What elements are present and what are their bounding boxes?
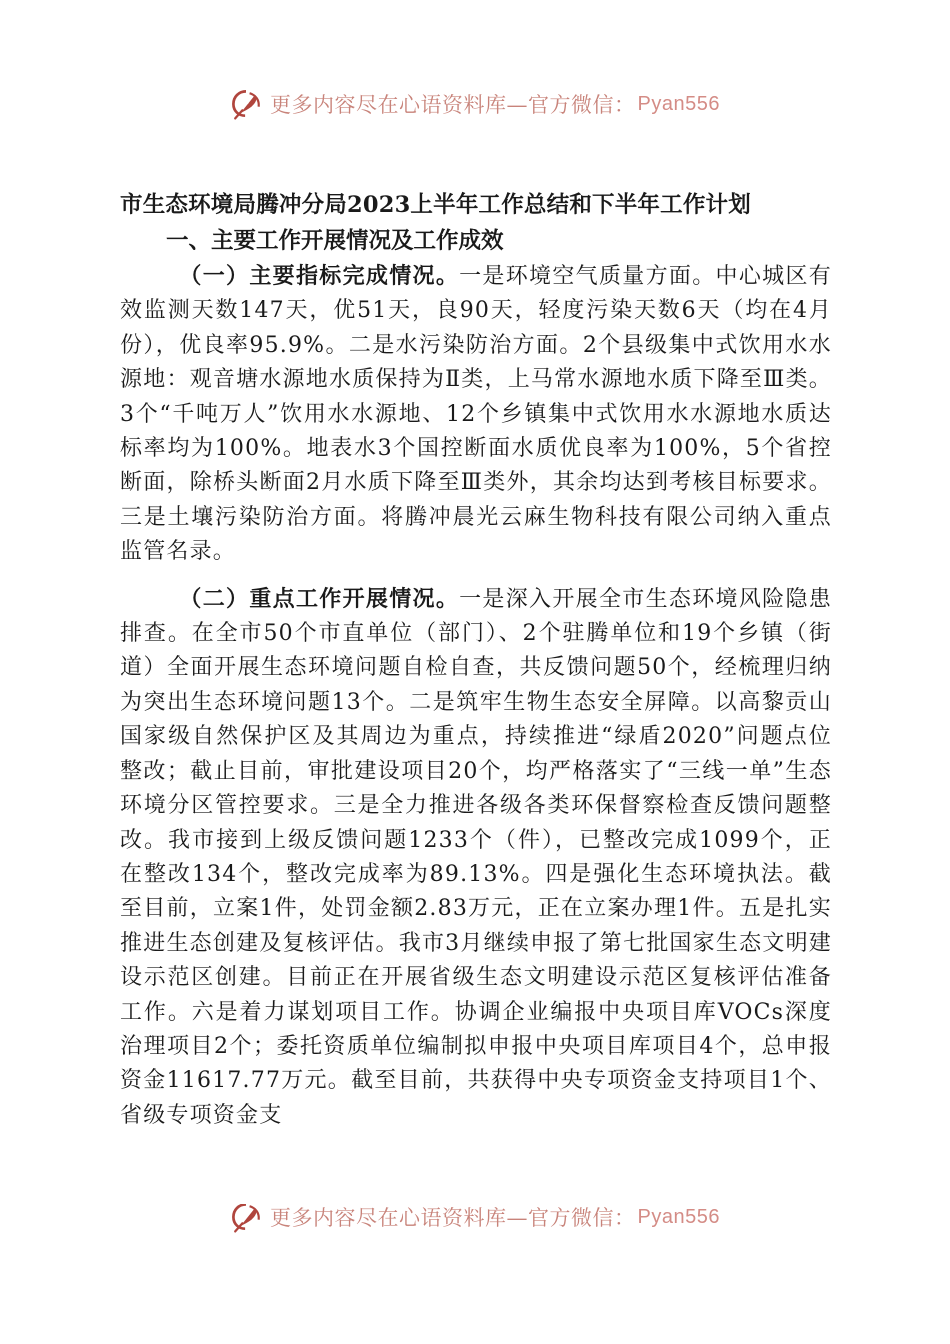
watermark-text: 更多内容尽在心语资料库—官方微信： [270, 93, 636, 117]
paragraph-lead: （二）重点工作开展情况。 [179, 585, 460, 612]
watermark-footer [228, 1204, 748, 1238]
watermark-text: 更多内容尽在心语资料库—官方微信： [270, 1206, 636, 1230]
feather-pen-logo-icon [228, 1204, 264, 1235]
paragraph-text: 一是环境空气质量方面。中心城区有效监测天数147天，优51天，良90天，轻度污染天数6天（均在4月份），优良率95.9%。二是水污染防治方面。2个县级集中式饮用水水源地：观音塘水源地水质保持为Ⅱ类，上马常水源地水质下降至Ⅲ类。3个“千吨万人”饮用水水源地、12个乡镇集中式饮用水水源地水质达标率均为100%。地表水3个国控断面水质优良率为100%，5个省控断面，除桥头断面2月水质下降至Ⅲ类外，其余均达到考核目标要求。三是土壤污染防治方面。将腾冲晨光云麻生物科技有限公司纳入重点监管名录。 [120, 264, 832, 565]
paragraph-lead: （一）主要指标完成情况。 [179, 263, 460, 289]
section-heading: 一、主要工作开展情况及工作成效 [166, 228, 504, 254]
watermark-header [228, 84, 748, 124]
paragraph-text: 一是深入开展全市生态环境风险隐患排查。在全市50个市直单位（部门）、2个驻腾单位和19个乡镇（街道）全面开展生态环境问题自检自查，共反馈问题50个，经梳理归纳为突出生态环境问题13个。二是筑牢生物生态安全屏障。以高黎贡山国家级自然保护区及其周边为重点，持续推进“绿盾2020”问题点位整改；截止目前，审批建设项目20个，均严格落实了“三线一单”生态环境分区管控要求。三是全力推进各级各类环保督察检查反馈问题整改。我市接到上级反馈问题1233个（件），已整改完成1099个，正在整改134个，整改完成率为89.13%。四是强化生态环境执法。截至目前，立案1件，处罚金额2.83万元，正在立案办理1件。五是扎实推进生态创建及复核评估。我市3月继续申报了第七批国家生态文明建设示范区创建。目前正在开展省级生态文明建设示范区复核评估准备工作。六是着力谋划项目工作。协调企业编报中央项目库VOCs深度治理项目2个；委托资质单位编制拟申报中央项目库项目4个，总申报资金11617.77万元。截至目前，共获得中央专项资金支持项目1个、省级专项资金支 [120, 586, 832, 1128]
watermark-wechat-id: Pyan556 [637, 1205, 720, 1228]
document-title: 市生态环境局腾冲分局2023上半年工作总结和下半年工作计划 [120, 192, 751, 218]
watermark-wechat-id: Pyan556 [637, 92, 720, 115]
feather-pen-logo-icon [228, 86, 264, 122]
paragraph-main-indicators [120, 259, 832, 570]
document-body [120, 188, 832, 1133]
paragraph-key-work [120, 582, 832, 1134]
